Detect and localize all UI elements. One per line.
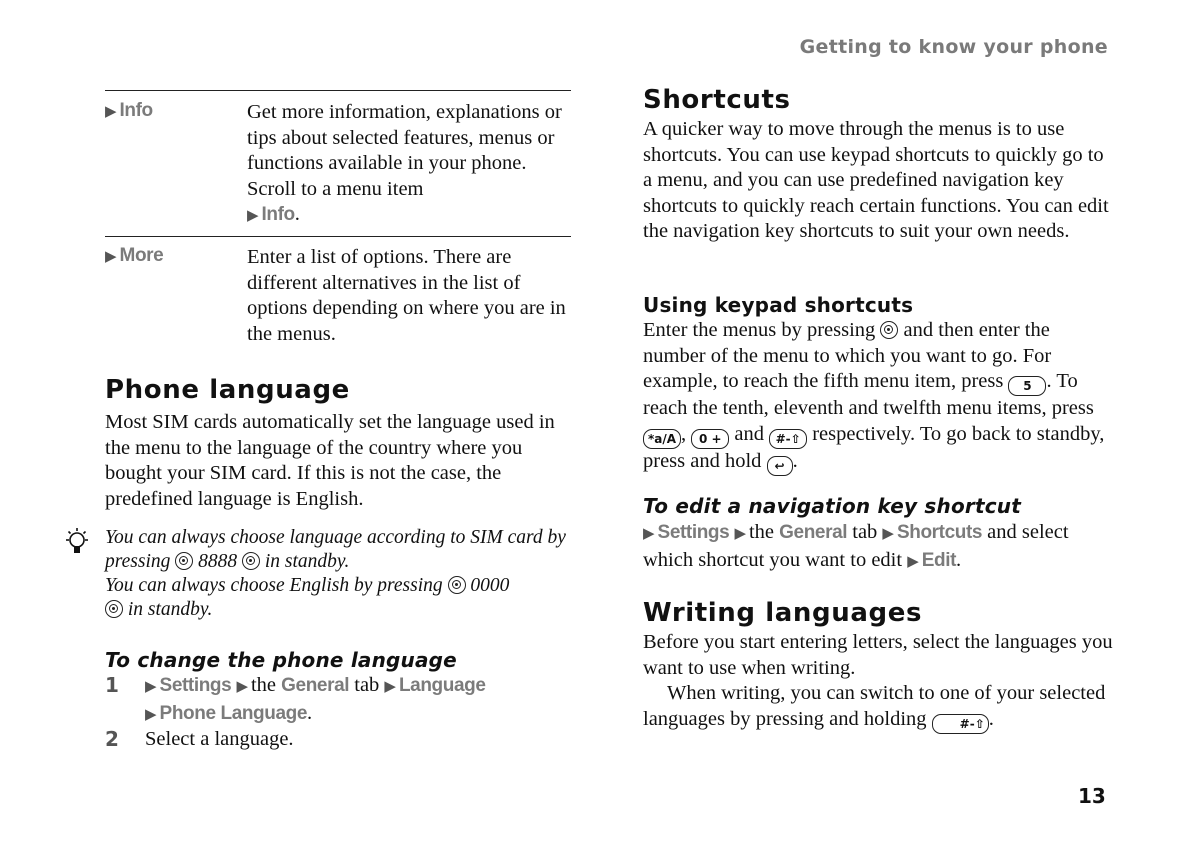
shortcuts-body: A quicker way to move through the menus is to use shortcuts. You can use keypad shortcuts to quickly go to a menu, and you can use predefined navigation key shortcuts to quickly reach certain functions. You can edit the navigation key shortcuts to suit your own needs.	[643, 118, 1109, 242]
navigation-key-icon	[242, 552, 260, 570]
writing-languages-p1: Before you start entering letters, select the languages you want to use when writing.	[643, 631, 1113, 679]
menu-arrow-icon: ▶	[384, 679, 396, 695]
shortcuts-heading: Shortcuts	[643, 85, 791, 115]
key-star-icon: *a/A	[643, 429, 681, 449]
menu-arrow-icon: ▶	[643, 526, 655, 542]
change-language-heading: To change the phone language	[105, 648, 457, 672]
tip-text: You can always choose language according to SIM card by pressing 8888 in standby. You can always choose English by pressing 0000 in standby.	[105, 527, 566, 620]
option-desc-more: Enter a list of options. There are different alternatives in the list of options depending on where you are in the menus.	[247, 246, 566, 345]
lightbulb-icon	[64, 527, 94, 559]
menu-arrow-icon: ▶	[734, 526, 746, 542]
keypad-shortcuts-heading: Using keypad shortcuts	[643, 293, 914, 317]
nav-shortcut-text: ▶ Settings ▶ the General tab ▶ Shortcuts and select which shortcut you want to edit ▶ Edit.	[643, 521, 1069, 571]
menu-arrow-icon: ▶	[105, 104, 117, 120]
phone-language-heading: Phone language	[105, 375, 350, 405]
step-text: Select a language.	[145, 728, 294, 750]
option-desc-info: Get more information, explanations or tips about selected features, menus or functions available in your phone. Scroll to a menu item ▶ Info.	[247, 101, 562, 225]
menu-arrow-icon: ▶	[145, 679, 157, 695]
page-number: 13	[1078, 784, 1106, 808]
keypad-shortcuts-text: Enter the menus by pressing and then enter the number of the menu to which you want to go. For example, to reach the fifth menu item, press 5 . To reach the tenth, eleventh and twelfth menu items, press *a/A , 0 + and #-⇧ respectively. To go back to standby, press and hold ↩ .	[643, 318, 1113, 476]
option-label-more: ▶ More	[105, 245, 164, 266]
key-zero-icon: 0 +	[691, 429, 729, 449]
nav-shortcut-heading: To edit a navigation key shortcut	[643, 494, 1021, 518]
menu-arrow-icon: ▶	[247, 208, 259, 224]
menu-arrow-icon: ▶	[907, 553, 919, 570]
key-hash-icon: #-⇧	[769, 429, 807, 449]
navigation-key-icon	[175, 552, 193, 570]
back-key-icon: ↩	[767, 456, 793, 476]
menu-arrow-icon: ▶	[145, 706, 157, 723]
key-hash-icon: #-⇧	[932, 714, 989, 734]
running-head: Getting to know your phone	[799, 36, 1108, 58]
step-number: 1	[105, 673, 119, 697]
step-text: ▶ Settings ▶ the General tab ▶ Language ▶ Phone Language.	[145, 674, 486, 724]
menu-arrow-icon: ▶	[105, 249, 117, 265]
step-number: 2	[105, 727, 119, 751]
navigation-key-icon	[880, 321, 898, 339]
phone-language-body: Most SIM cards automatically set the language used in the menu to the language of the country where you bought your SIM card. If this is not the case, the predefined language is English.	[105, 411, 555, 510]
menu-arrow-icon: ▶	[236, 679, 248, 695]
option-label-info: ▶ Info	[105, 100, 153, 121]
writing-languages-heading: Writing languages	[643, 598, 923, 628]
key-5-icon: 5	[1008, 376, 1046, 396]
writing-languages-p2: When writing, you can switch to one of your selected languages by pressing and holding #-⇧ .	[643, 681, 1113, 734]
table-top-rule	[105, 90, 571, 91]
menu-arrow-icon: ▶	[882, 526, 894, 542]
navigation-key-icon	[448, 576, 466, 594]
table-mid-rule	[105, 236, 571, 237]
navigation-key-icon	[105, 600, 123, 618]
